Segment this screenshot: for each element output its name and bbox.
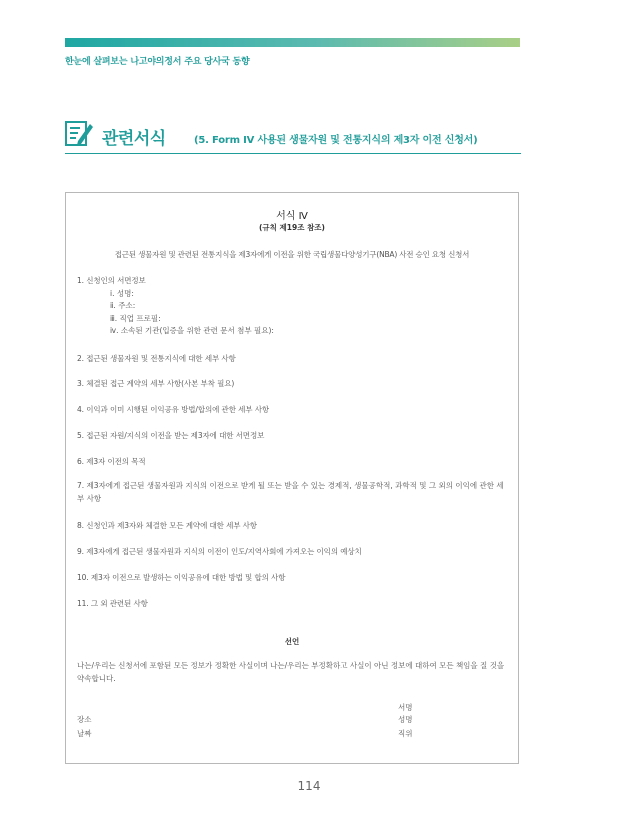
form-item: 8. 신청인과 제3자와 체결한 모든 계약에 대한 세부 사항 — [77, 521, 257, 530]
declaration-text: 나는/우리는 신청서에 포함된 모든 정보가 정확한 사실이며 나는/우리는 부정확하고 사실이 아닌 정보에 대하여 모든 책임을 질 것을 약속합니다. — [77, 661, 505, 683]
form-item: 10. 제3자 이전으로 발생하는 이익공유에 대한 방법 및 합의 사항 — [77, 573, 286, 582]
place-label: 장소 — [77, 715, 92, 724]
form-rule-reference: (규칙 제19조 참조) — [259, 223, 325, 232]
form-description: 접근된 생물자원 및 관련된 전통지식을 제3자에게 이전을 위한 국립생물다양성기구(NBA) 사전 승인 요청 신청서 — [114, 250, 470, 259]
section-subtitle: (5. Form IV 사용된 생물자원 및 전통지식의 제3자 이전 신청서) — [194, 135, 478, 146]
section-title: 관련서식 — [102, 129, 166, 149]
section-divider — [65, 153, 521, 154]
form-item: 3. 체결된 접근 계약의 세부 사항(사본 부착 필요) — [77, 379, 235, 388]
name-label: 성명 — [398, 715, 413, 724]
form-item: 5. 접근된 자원/지식의 이전을 받는 제3자에 대한 서면정보 — [77, 431, 265, 440]
form-item: 9. 제3자에게 접근된 생물자원과 지식의 이전이 인도/지역사회에 가져오는 이익의 예상치 — [77, 547, 362, 556]
page-number: 114 — [297, 779, 321, 793]
form-subitem: ⅳ. 소속된 기관(입증을 위한 관련 문서 첨부 필요): — [110, 326, 274, 335]
position-label: 직위 — [398, 729, 413, 738]
date-label: 날짜 — [77, 729, 92, 738]
form-item: 4. 이익과 이미 시행된 이익공유 방법/합의에 관한 세부 사항 — [77, 405, 269, 414]
section-heading — [65, 117, 521, 153]
form-subitem: ⅲ. 직업 프로필: — [110, 314, 161, 323]
running-title: 한눈에 살펴보는 나고야의정서 주요 당사국 동향 — [65, 57, 250, 67]
form-item: 2. 접근된 생물자원 및 전통지식에 대한 세부 사항 — [77, 354, 236, 363]
form-box — [65, 192, 519, 764]
signature-label: 서명 — [398, 703, 413, 712]
header-accent-bar — [65, 38, 520, 47]
form-subitem: ⅰ. 성명: — [110, 289, 134, 298]
form-subitem: ⅱ. 주소: — [110, 301, 136, 310]
form-item: 7. 제3자에게 접근된 생물자원과 지식의 이전으로 받게 될 또는 받을 수 있는 경제적, 생물공학적, 과학적 및 그 외의 이익에 관한 세부 사항 — [77, 481, 504, 503]
declaration-title: 선언 — [284, 637, 300, 646]
document-edit-icon — [65, 119, 93, 147]
form-item-1: 1. 신청인의 서면정보 — [77, 276, 146, 285]
form-title: 서식 Ⅳ — [276, 211, 308, 222]
form-item: 6. 제3자 이전의 목적 — [77, 457, 146, 466]
form-item: 11. 그 외 관련된 사항 — [77, 599, 148, 608]
